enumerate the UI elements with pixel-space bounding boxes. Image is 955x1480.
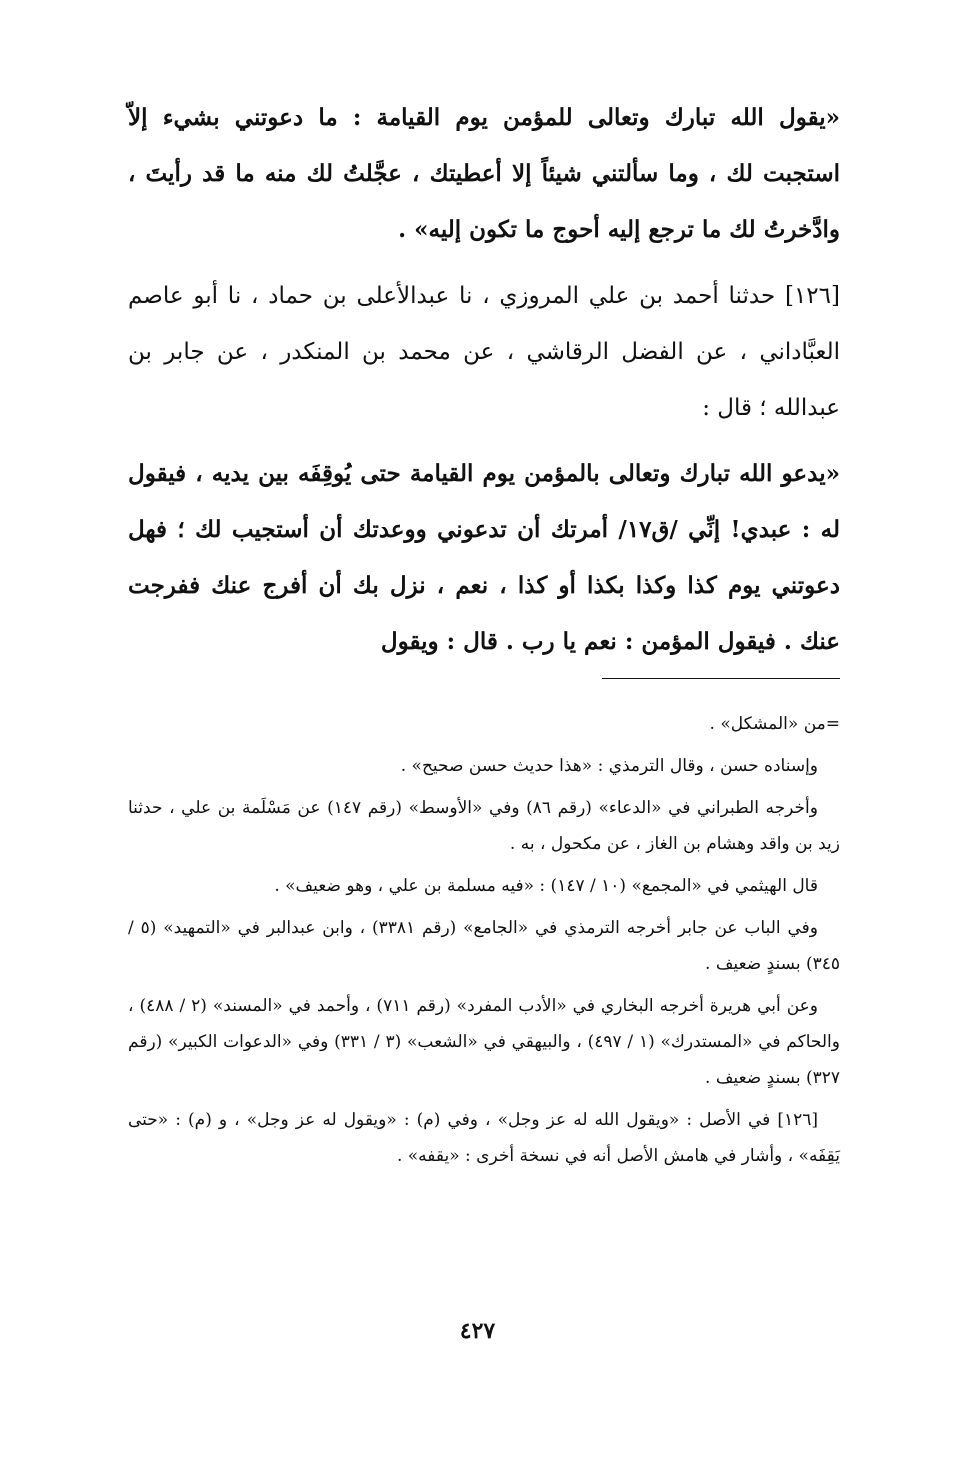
- hadith-text-paragraph: «يدعو الله تبارك وتعالى بالمؤمن يوم القيامة حتى يُوقِفَه بين يديه ، فيقول له : عبدي! إنِّي /ق١٧/ أمرتك أن تدعوني ووعدتك أن أستجيب لك ؛ فهل دعوتني يوم كذا وكذا بكذا أو كذا ، نعم ، نزل بك أن أفرج عنك ففرجت عنك . فيقول المؤمن : نعم يا رب . قال : ويقول: [128, 460, 840, 655]
- isnad-paragraph: [١٢٦] حدثنا أحمد بن علي المروزي ، نا عبدالأعلى بن حماد ، نا أبو عاصم العبَّاداني ، عن الفضل الرقاشي ، عن محمد بن المنكدر ، عن جابر بن عبدالله ؛ قال :: [128, 283, 840, 421]
- footnote-line: وفي الباب عن جابر أخرجه الترمذي في «الجامع» (رقم ٣٣٨١) ، وابن عبدالبر في «التمهيد» (٥ / ٣٤٥) بسندٍ ضعيف .: [128, 918, 840, 974]
- footnote-line: [١٢٦] في الأصل : «ويقول الله له عز وجل» ، وفي (م) : «ويقول له عز وجل» ، و (م) : «حتى يَقِفَه» ، وأشار في هامش الأصل أنه في نسخة أخرى : «يقفه» .: [128, 1110, 840, 1166]
- footnote-line: وأخرجه الطبراني في «الدعاء» (رقم ٨٦) وفي «الأوسط» (رقم ١٤٧) عن مَسْلَمة بن علي ، حدثنا زيد بن واقد وهشام بن الغاز ، عن مكحول ، به .: [128, 798, 840, 854]
- footnote-separator: [602, 678, 840, 679]
- footnote-line: وعن أبي هريرة أخرجه البخاري في «الأدب المفرد» (رقم ٧١١) ، وأحمد في «المسند» (٢ / ٤٨٨) ، والحاكم في «المستدرك» (١ / ٤٩٧) ، والبيهقي في «الشعب» (٣ / ٣٣١) وفي «الدعوات الكبير» (رقم ٣٢٧) بسندٍ ضعيف .: [128, 996, 840, 1088]
- footnote-continuation: =من «المشكل» .: [709, 714, 840, 734]
- footnote-line: قال الهيثمي في «المجمع» (١٠ / ١٤٧) : «فيه مسلمة بن علي ، وهو ضعيف» .: [274, 876, 818, 896]
- page-number: ٤٢٧: [459, 1318, 496, 1344]
- hadith-quote-paragraph: «يقول الله تبارك وتعالى للمؤمن يوم القيامة : ما دعوتني بشيء إلاّ استجبت لك ، وما سألتني شيئاً إلا أعطيتك ، عجَّلتُ لك منه ما قد رأيتَ ، وادَّخرتُ لك ما ترجع إليه أحوج ما تكون إليه» .: [128, 104, 840, 243]
- main-text: [128, 90, 840, 670]
- footnote-line: وإسناده حسن ، وقال الترمذي : «هذا حديث حسن صحيح» .: [400, 756, 818, 776]
- footnotes: [128, 706, 840, 1180]
